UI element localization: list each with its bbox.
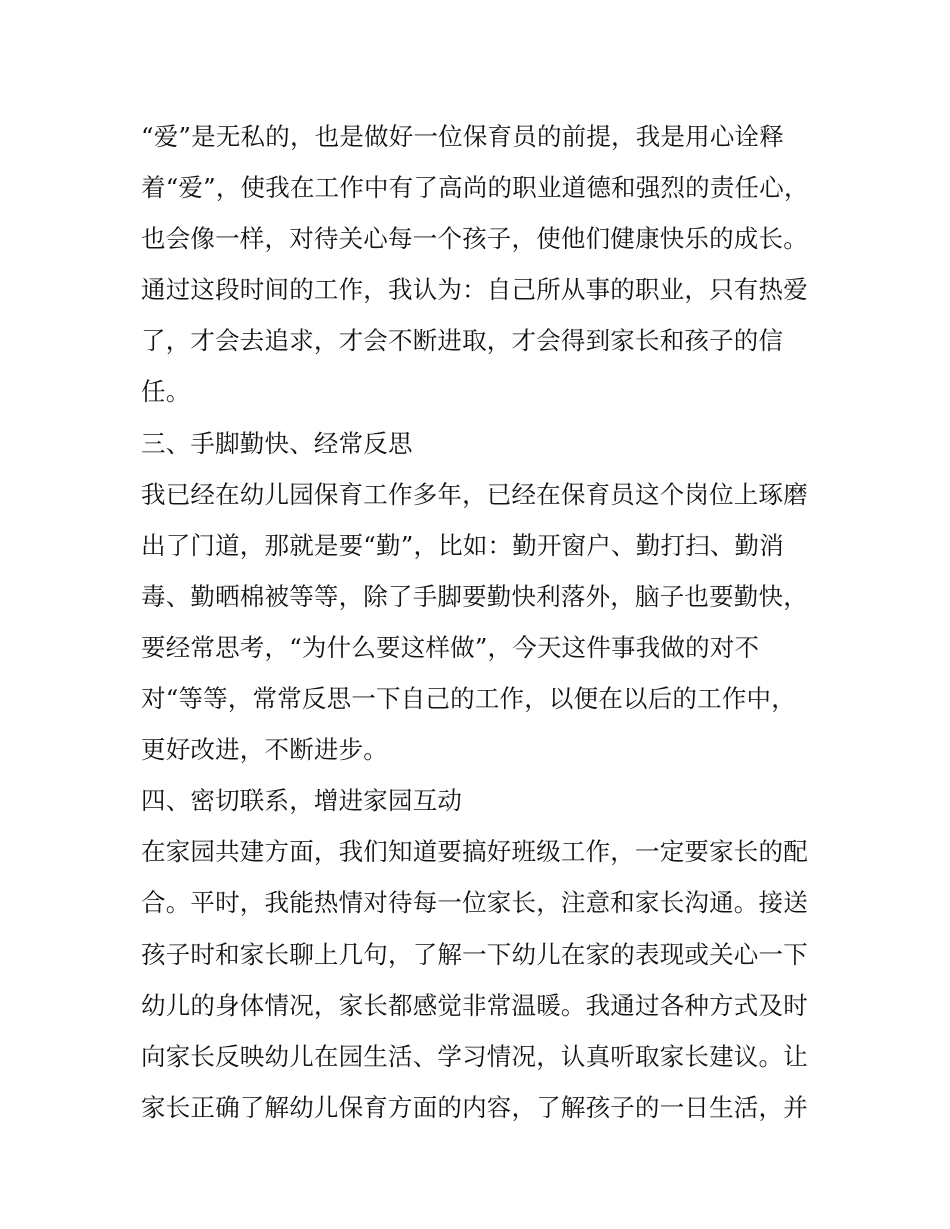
text-line: 向家长反映幼儿在园生活、学习情况，认真听取家长建议。让 (141, 1041, 808, 1071)
text-line: 幼儿的身体情况，家长都感觉非常温暖。我通过各种方式及时 (141, 990, 808, 1020)
text-line: 要经常思考，“为什么要这样做”，今天这件事我做的对不 (141, 632, 760, 662)
text-line: 着“爱”，使我在工作中有了高尚的职业道德和强烈的责任心， (141, 173, 809, 203)
text-line: 毒、勤晒棉被等等，除了手脚要勤快利落外，脑子也要勤快， (141, 581, 808, 611)
text-line: 更好改进，不断进步。 (141, 735, 388, 765)
body-text (141, 111, 831, 1133)
text-line: 家长正确了解幼儿保育方面的内容，了解孩子的一日生活，并 (141, 1092, 808, 1122)
text-line: 孩子时和家长聊上几句，了解一下幼儿在家的表现或关心一下 (141, 939, 808, 969)
text-line: 对“等等，常常反思一下自己的工作，以便在以后的工作中， (141, 684, 796, 714)
text-line: 了，才会去追求，才会不断进取，才会得到家长和孩子的信 (141, 326, 784, 356)
text-line: 任。 (141, 377, 191, 407)
text-line: 也会像一样，对待关心每一个孩子，使他们健康快乐的成长。 (141, 224, 808, 254)
text-line: 我已经在幼儿园保育工作多年，已经在保育员这个岗位上琢磨 (141, 479, 808, 509)
section-heading-3: 三、手脚勤快、经常反思 (141, 428, 413, 458)
text-line: “爱”是无私的，也是做好一位保育员的前提，我是用心诠释 (141, 122, 784, 151)
text-line: 合。平时，我能热情对待每一位家长，注意和家长沟通。接送 (141, 888, 808, 918)
section-heading-4: 四、密切联系，增进家园互动 (141, 786, 463, 816)
text-line: 在家园共建方面，我们知道要搞好班级工作，一定要家长的配 (141, 837, 808, 867)
text-line: 出了门道，那就是要“勤”，比如：勤开窗户、勤打扫、勤消 (141, 530, 784, 560)
text-line: 通过这段时间的工作，我认为：自己所从事的职业，只有热爱 (141, 275, 808, 305)
